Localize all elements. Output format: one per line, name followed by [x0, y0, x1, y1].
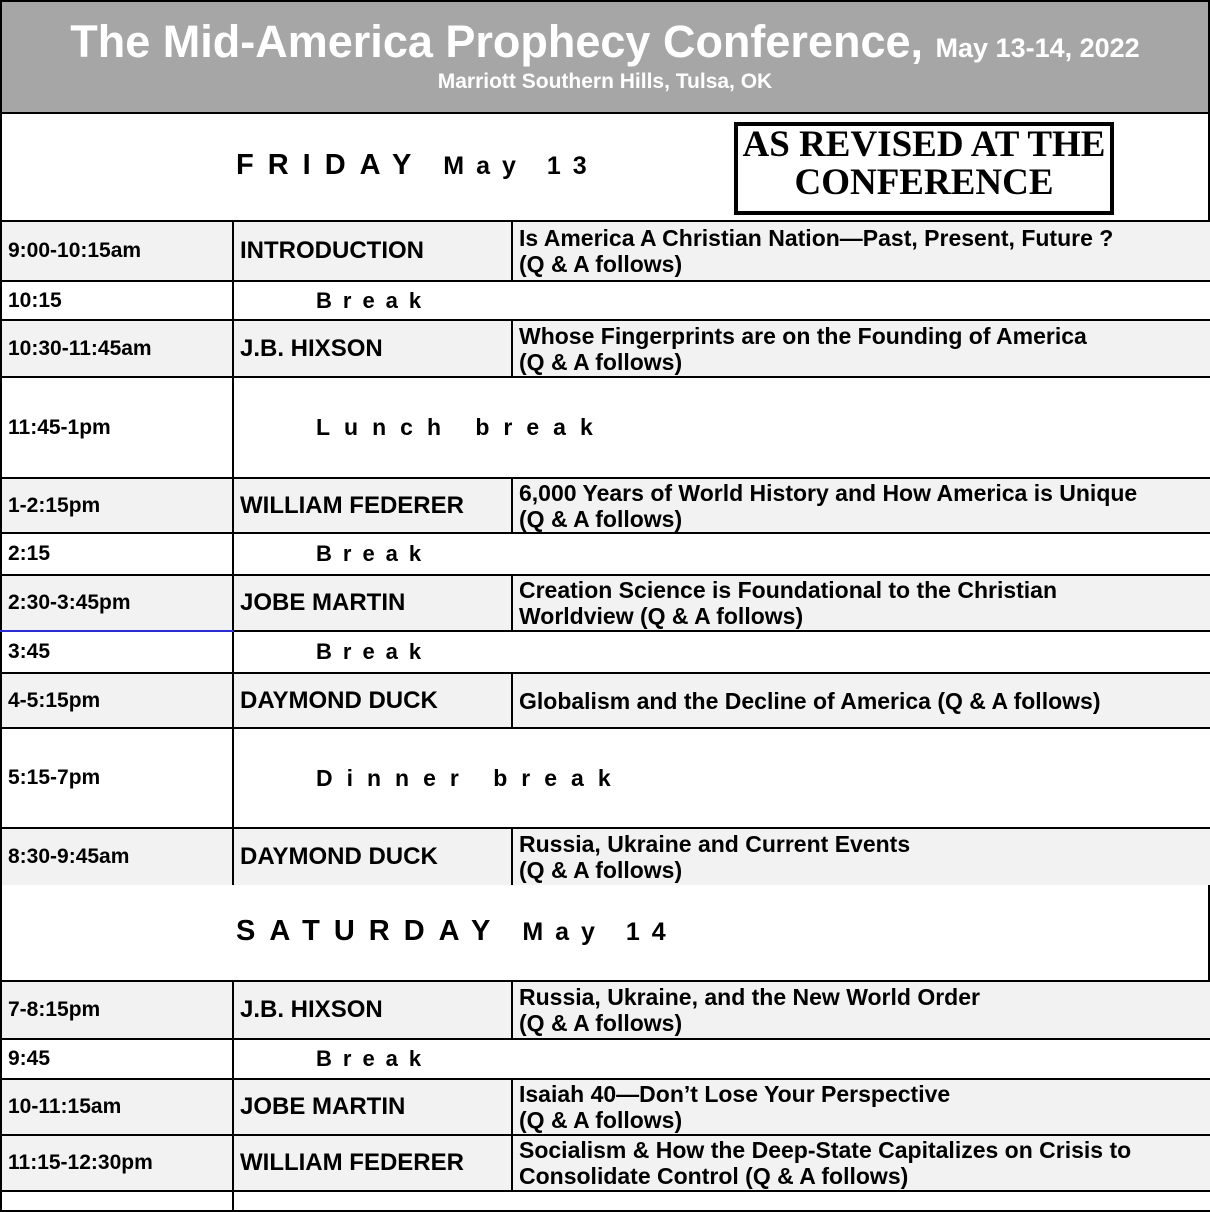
conference-dates: May 13-14, 2022 — [935, 33, 1140, 63]
speaker-cell: JOBE MARTIN — [233, 575, 512, 631]
table-row — [1, 320, 1210, 377]
lunch-break-cell: Lunch break — [233, 377, 1210, 478]
topic-line: (Q & A follows) — [519, 1010, 683, 1036]
speaker-cell: INTRODUCTION — [233, 221, 512, 281]
time-cell: 8:30-9:45am — [1, 828, 233, 886]
table-row — [1, 1039, 1210, 1079]
table-row — [1, 533, 1210, 575]
revised-notice-line1: AS REVISED AT THE — [742, 124, 1106, 165]
topic-line: Is America A Christian Nation—Past, Present, Future ? — [519, 225, 1114, 251]
time-cell — [1, 1191, 233, 1211]
time-cell: 5:15-7pm — [1, 728, 233, 828]
table-row — [1, 221, 1210, 281]
topic-cell — [512, 478, 1210, 533]
topic-line: Consolidate Control (Q & A follows) — [519, 1163, 909, 1189]
saturday-heading — [236, 915, 678, 948]
topic-line: Creation Science is Foundational to the Christian — [519, 577, 1058, 603]
time-cell: 7-8:15pm — [1, 981, 233, 1039]
topic-line: (Q & A follows) — [519, 251, 683, 277]
table-row — [1, 377, 1210, 478]
time-cell: 9:45 — [1, 1039, 233, 1079]
table-row — [1, 1135, 1210, 1191]
topic-line: (Q & A follows) — [519, 857, 683, 883]
saturday-heading-row — [0, 885, 1210, 981]
friday-heading — [236, 149, 599, 182]
table-row — [1, 631, 1210, 673]
friday-day: FRIDAY — [236, 149, 426, 181]
time-cell: 4-5:15pm — [1, 673, 233, 728]
topic-line: Socialism & How the Deep-State Capitalizes on Crisis to — [519, 1137, 1132, 1163]
table-row — [1, 673, 1210, 728]
time-cell: 1-2:15pm — [1, 478, 233, 533]
table-row — [1, 575, 1210, 631]
time-cell: 10-11:15am — [1, 1079, 233, 1135]
topic-line: (Q & A follows) — [519, 348, 683, 375]
topic-cell — [512, 221, 1210, 281]
dinner-break-cell: Dinner break — [233, 728, 1210, 828]
table-row — [1, 1079, 1210, 1135]
speaker-cell: DAYMOND DUCK — [233, 828, 512, 886]
speaker-cell: JOBE MARTIN — [233, 1079, 512, 1135]
topic-cell — [512, 575, 1210, 631]
topic-cell — [512, 1079, 1210, 1135]
conference-name: The Mid-America Prophecy Conference, — [70, 16, 924, 67]
saturday-day: SATURDAY — [236, 915, 505, 947]
topic-cell — [512, 828, 1210, 886]
topic-line: (Q & A follows) — [519, 1107, 683, 1133]
time-cell: 10:30-11:45am — [1, 320, 233, 377]
empty-cell — [233, 1191, 1210, 1211]
time-cell: 2:30-3:45pm — [1, 575, 233, 631]
topic-cell — [512, 1135, 1210, 1191]
friday-date: May 13 — [443, 152, 599, 180]
conference-header — [0, 0, 1210, 114]
time-cell: 10:15 — [1, 281, 233, 320]
saturday-schedule-table — [0, 980, 1210, 1212]
friday-schedule-table — [0, 220, 1210, 887]
speaker-cell: DAYMOND DUCK — [233, 673, 512, 728]
break-cell: Break — [233, 281, 1210, 320]
saturday-date: May 14 — [522, 918, 678, 946]
table-row — [1, 981, 1210, 1039]
topic-line: Russia, Ukraine, and the New World Order — [519, 984, 980, 1010]
speaker-cell: J.B. HIXSON — [233, 320, 512, 377]
speaker-cell: J.B. HIXSON — [233, 981, 512, 1039]
table-row — [1, 281, 1210, 320]
break-cell: Break — [233, 631, 1210, 673]
time-cell: 2:15 — [1, 533, 233, 575]
time-cell: 11:45-1pm — [1, 377, 233, 478]
break-cell: Break — [233, 1039, 1210, 1079]
topic-cell — [512, 320, 1210, 377]
break-cell: Break — [233, 533, 1210, 575]
topic-line: Isaiah 40—Don’t Lose Your Perspective — [519, 1081, 951, 1107]
table-row — [1, 478, 1210, 533]
speaker-cell: WILLIAM FEDERER — [233, 1135, 512, 1191]
conference-venue: Marriott Southern Hills, Tulsa, OK — [437, 70, 773, 93]
topic-cell — [512, 673, 1210, 728]
topic-line: Globalism and the Decline of America (Q & A follows) — [519, 687, 1101, 714]
topic-line: Whose Fingerprints are on the Founding of America — [519, 322, 1087, 349]
conference-title — [2, 16, 1208, 74]
revised-notice-box — [734, 122, 1114, 215]
speaker-cell: WILLIAM FEDERER — [233, 478, 512, 533]
table-row — [1, 728, 1210, 828]
table-row — [1, 828, 1210, 886]
topic-line: 6,000 Years of World History and How America is Unique — [519, 479, 1138, 506]
time-cell: 9:00-10:15am — [1, 221, 233, 281]
topic-line: Russia, Ukraine and Current Events — [519, 831, 911, 857]
topic-line: Worldview (Q & A follows) — [519, 603, 804, 629]
revised-notice-line2: CONFERENCE — [794, 162, 1054, 203]
topic-cell — [512, 981, 1210, 1039]
topic-line: (Q & A follows) — [519, 505, 683, 532]
time-cell: 11:15-12:30pm — [1, 1135, 233, 1191]
time-cell: 3:45 — [1, 631, 233, 673]
table-row — [1, 1191, 1210, 1211]
